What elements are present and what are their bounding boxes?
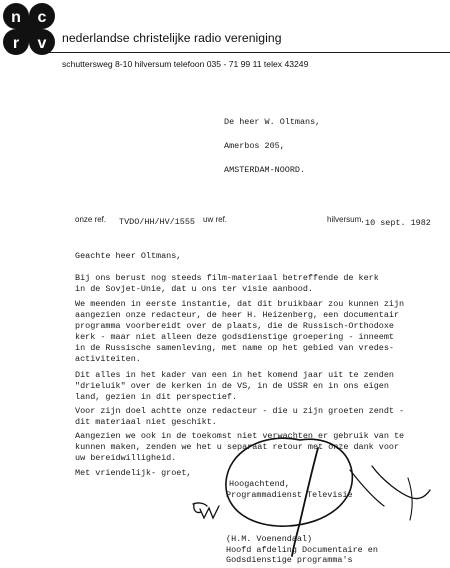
logo-letter-c: c [37,9,47,26]
recipient-city: AMSTERDAM-NOORD. [224,165,306,175]
signatory-block [226,534,378,566]
header-divider [48,52,450,53]
paragraph-line: uw bereidwilligheid. [75,453,177,463]
handwritten-initials-icon [190,500,224,522]
signatory-title-line: Godsdienstige programma's [226,555,353,566]
logo-letter-v: v [37,35,47,52]
complimentary-close: Hoogachtend, [229,479,290,489]
logo-letter-n: n [11,9,21,26]
paragraph-5 [75,431,404,464]
paragraph-line: kerk - maar niet alleen deze godsdienstige groepering - inneemt [75,332,394,342]
paragraph-line: land, gezien in dit perspectief. [75,392,238,402]
signatory-title-line: Hoofd afdeling Documentaire en [226,544,378,555]
department-name: Programmadienst Televisie [226,490,353,500]
paragraph-line: in de Sovjet-Unie, dat u ons ter visie aanbood. [75,284,313,294]
paragraph-line: aangezien onze redacteur, de heer H. Heizenberg, een documentair [75,310,400,320]
paragraph-line: Dit alles in het kader van een in het komend jaar uit te zenden [75,370,394,380]
signatory-name: (H.M. Voenendaal) [226,534,313,544]
place-label: hilversum, [327,215,364,224]
your-ref-label: uw ref. [203,215,228,224]
paragraph-4 [75,406,404,428]
recipient-name: De heer W. Oltmans, [224,117,321,127]
paragraph-line: programma voorbereidt over de plaats, die de Russisch-Orthodoxe [75,321,394,331]
paragraph-line: "drieluik" over de kerken in de VS, in de USSR en in ons eigen [75,381,389,391]
paragraph-line: Aangezien we ook in de toekomst niet verwachten er gebruik van te [75,431,405,441]
paragraph-line: dit materiaal niet geschikt. [75,417,217,427]
recipient-address [224,117,320,176]
paragraph-1 [75,273,379,295]
recipient-street: Amerbos 205, [224,141,285,151]
logo-letter-r: r [12,35,20,52]
our-ref-label: onze ref. [75,215,107,224]
paragraph-line: Voor zijn doel achtte onze redacteur - die u zijn groeten zendt - [75,406,405,416]
letter-date: 10 sept. 1982 [365,218,431,228]
ncrv-logo-icon [2,2,56,56]
paragraph-line: activiteiten. [75,354,141,364]
paragraph-line: in de Russische samenleving, met name op het gebied van vredes- [75,343,394,353]
paragraph-line: We meenden in eerste instantie, dat dit bruikbaar zou kunnen zijn [75,299,405,309]
salutation: Geachte heer Oltmans, [75,251,182,261]
paragraph-2 [75,299,404,365]
organization-address: schuttersweg 8-10 hilversum telefoon 035 - 71 99 11 telex 43249 [62,59,309,69]
our-ref-value: TVDO/HH/HV/1555 [119,217,195,227]
closing-line: Met vriendelijk- groet, [75,468,192,478]
paragraph-line: kunnen maken, zenden we het u separaat retour met onze dank voor [75,442,400,452]
paragraph-3 [75,370,394,403]
organization-name: nederlandse christelijke radio vereniging [62,31,282,45]
paragraph-line: Bij ons berust nog steeds film-materiaal betreffende de kerk [75,273,379,283]
